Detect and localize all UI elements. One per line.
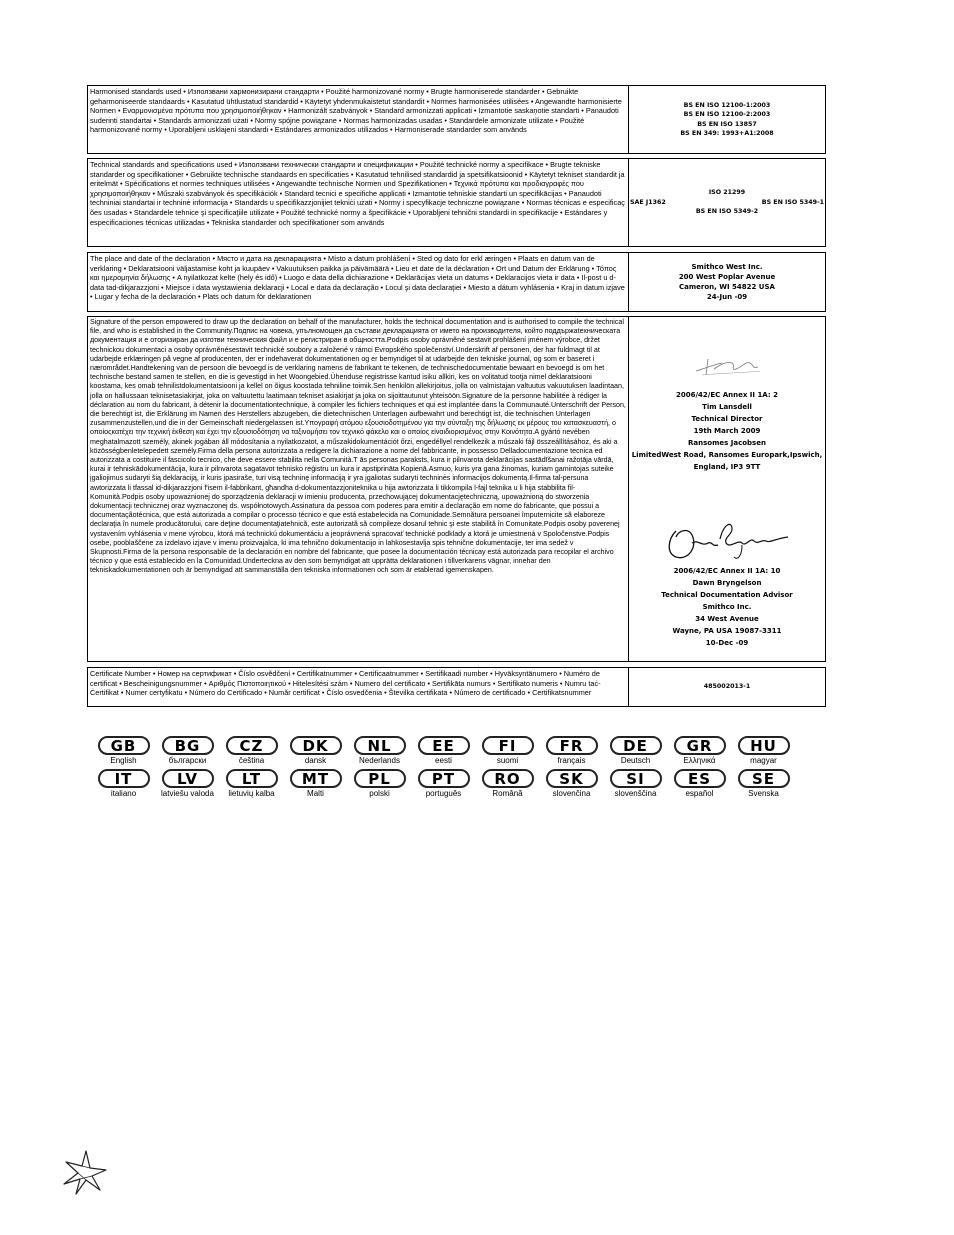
language-item-nl <box>351 736 408 765</box>
signatory-address: Wayne, PA USA 19087-3311 <box>672 627 782 635</box>
signatory-title: Technical Documentation Advisor <box>661 591 793 599</box>
signature-values <box>629 317 825 661</box>
signatory-name: Tim Lansdell <box>702 403 752 411</box>
language-name: italiano <box>110 789 137 798</box>
signatory-1 <box>632 351 823 473</box>
language-code-badge: ES <box>674 769 726 788</box>
language-code-badge: SI <box>610 769 662 788</box>
language-code-badge: DK <box>290 736 342 755</box>
language-name: Română <box>492 789 523 798</box>
technical-standards-values <box>629 159 825 246</box>
signature-2-image <box>662 513 792 563</box>
language-code-badge: IT <box>98 769 150 788</box>
language-item-gr <box>671 736 728 765</box>
language-code-badge: NL <box>354 736 406 755</box>
place-date-values <box>629 253 825 311</box>
language-row <box>95 769 815 798</box>
language-item-es <box>671 769 728 798</box>
certificate-table <box>87 667 826 707</box>
signatory-title: Technical Director <box>691 415 763 423</box>
language-item-fr <box>543 736 600 765</box>
language-code-badge: GB <box>98 736 150 755</box>
language-item-hu <box>735 736 792 765</box>
language-name: slovenščina <box>614 789 657 798</box>
language-item-mt <box>287 769 344 798</box>
language-code-badge: HU <box>738 736 790 755</box>
language-name: български <box>168 756 207 765</box>
standard-value: BS EN ISO 12100-2:2003 <box>683 111 771 118</box>
signatory-2 <box>661 473 792 649</box>
language-item-ee <box>415 736 472 765</box>
language-name: português <box>425 789 462 798</box>
standard-value: BS EN ISO 5349-2 <box>695 208 759 216</box>
language-code-badge: GR <box>674 736 726 755</box>
language-name: Deutsch <box>620 756 651 765</box>
language-name: magyar <box>750 756 777 765</box>
language-item-lt <box>223 769 280 798</box>
language-code-badge: EE <box>418 736 470 755</box>
language-name: Malti <box>307 789 324 798</box>
standard-value: BS EN ISO 12100-1:2003 <box>683 101 771 109</box>
signature-1-image <box>692 351 762 381</box>
language-name: čeština <box>238 756 265 765</box>
language-item-gb <box>95 736 152 765</box>
language-code-badge: FI <box>482 736 534 755</box>
technical-standards-label: Technical standards and specifications used • Използвани технически стандарти и спецификации • Použité technické normy a specifikace • Brugte tekniske standarder og specifikationer • Gebruikte technische standaards en specificaties • Kasutatud tehnilised standardid ja spetsifikatsioonid • Käytetyt tekniset standardit ja eritelmät • Spécifications et normes techniques utilisées • Angewandte technische Normen und Spezifikationen • Τεχνικά πρότυπα και προδιαγραφές που χρησιμοποιήθηκαν • Műszaki szabványok és specifikációk • Standard tecnici e specifiche applicati • Izmantotie tehniskie standarti un specifikācijas • Panaudoti techniniai standartai ir techninė informacija • Standards u speċifikazzjonijiet tekniċi użati • Normy i specyfikacje techniczne powiązane • Normas técnicas e especificaç ões usadas • Standardele tehnice şi specificaţiile utilizate • Použité technické normy a špecifikácie • Uporabljeni tehnični standardi in specifikacije • Estándares y especificaciones técnicas utilizadas • Tekniska standarder och specifikationer som används <box>88 159 629 246</box>
harmonised-standards-table <box>87 85 826 154</box>
signatory-address: England, IP3 9TT <box>693 463 761 471</box>
standard-value: BS EN ISO 5349-1 <box>761 198 824 206</box>
signatory-address: 34 West Avenue <box>695 615 759 623</box>
language-code-badge: MT <box>290 769 342 788</box>
standard-value: BS EN 349: 1993+A1:2008 <box>680 130 774 137</box>
harmonised-standards-label: Harmonised standards used • Използвани хармонизирани стандарти • Použité harmonizované normy • Brugte harmoniserede standarder • Gebruikte geharmoniseerde standaards • Kasutatud ühtlustatud standardid • Käytetyt yhdenmukaistetut standardit • Normes harmonisées utilisées • Angewandte harmonisierte Normen • Εναρμονισμένα πρότυπα που χρησιμοποιήθηκαν • Harmonizált szabványok • Standard armonizzati applicati • Izmantotie saskaņotie standarti • Panaudoti suderinti standartai • Standards armonizzati użati • Normy spójne powiązane • Normas harmonizadas usadas • Standardele armonizate utilizate • Použité harmonizované normy • Uporabljeni usklajeni standardi • Estándares armonizados utilizados • Harmoniserade standarder som används <box>88 86 629 153</box>
language-item-pt <box>415 769 472 798</box>
language-name: español <box>685 789 714 798</box>
technical-standards-table <box>87 158 826 247</box>
harmonised-standards-values <box>629 86 825 153</box>
language-code-badge: BG <box>162 736 214 755</box>
language-item-lv <box>159 769 216 798</box>
certificate-value: 485002013-1 <box>703 683 751 691</box>
language-name: latviešu valoda <box>161 789 214 798</box>
signatory-annex: 2006/42/EC Annex II 1A: 10 <box>673 567 781 575</box>
language-code-badge: LV <box>162 769 214 788</box>
signature-table <box>87 316 826 662</box>
language-name: lietuvių kalba <box>228 789 275 798</box>
certificate-label: Certificate Number • Номер на сертификат • Číslo osvědčení • Certifikatnummer • Certificaatnummer • Sertifikaadi number • Hyväksyntänumero • Numéro de certificat • Bescheinigungsnummer • Αριθμός Πιστοποιητικού • Hitelesítési szám • Numero del certificato • Sertifikāta numurs • Sertifikato numeris • Numru taċ-Ċertifikat • Numer certyfikatu • Número do Certificado • Număr certificat • Číslo osvedčenia • Številka certifikata • Número de certificado • Certifikatsnummer <box>88 668 629 706</box>
language-name: Nederlands <box>359 756 400 765</box>
language-code-badge: SE <box>738 769 790 788</box>
language-code-badge: LT <box>226 769 278 788</box>
language-name: eesti <box>435 756 452 765</box>
language-item-ro <box>479 769 536 798</box>
company-name: Smithco West Inc. <box>691 263 763 271</box>
signatory-date: 19th March 2009 <box>693 427 761 435</box>
language-code-badge: CZ <box>226 736 278 755</box>
declaration-date: 24-Jun -09 <box>706 293 748 301</box>
signatory-name: Dawn Bryngelson <box>692 579 762 587</box>
place-date-label: The place and date of the declaration • Място и дата на декларацията • Místo a datum prohlášení • Sted og dato for erkl æringen • Plaats en datum van de verklaring • Deklaratsiooni väljastamise koht ja kuupäev • Vakuutuksen paikka ja päivämäärä • Lieu et date de la déclaration • Ort und Datum der Erklärung • Τόπος και ημερομηνία δήλωσης • A nyilatkozat kelte (hely és idő) • Luogo e data della dichiarazione • Deklarācijas vieta un datums • Deklaracijos vieta ir data • Il-post u d-data tad-dikjarazzjoni • Miejsce i data wystawienia deklaracji • Local e data da declaração • Locul şi data declaraţiei • Miesto a dátum vyhlásenia • Kraj in datum izjave • Lugar y fecha de la declaración • Plats och datum för deklarationen <box>88 253 629 311</box>
language-item-se <box>735 769 792 798</box>
language-name: Ελληνικά <box>683 756 716 765</box>
language-code-badge: PT <box>418 769 470 788</box>
language-item-cz <box>223 736 280 765</box>
language-name: dansk <box>304 756 327 765</box>
star-person-logo-icon <box>60 1148 108 1196</box>
language-code-badge: DE <box>610 736 662 755</box>
language-name: polski <box>369 789 390 798</box>
standard-value: BS EN ISO 13857 <box>697 120 757 128</box>
place-date-table <box>87 252 826 312</box>
language-code-badge: PL <box>354 769 406 788</box>
language-name: slovenčina <box>552 789 591 798</box>
language-item-de <box>607 736 664 765</box>
signatory-company: Smithco Inc. <box>702 603 752 611</box>
language-item-bg <box>159 736 216 765</box>
signatory-address: LimitedWest Road, Ransomes Europark,Ipswich, <box>631 451 823 459</box>
language-grid <box>95 736 815 802</box>
language-name: English <box>110 756 137 765</box>
language-name: français <box>557 756 586 765</box>
language-code-badge: FR <box>546 736 598 755</box>
language-item-si <box>607 769 664 798</box>
language-item-pl <box>351 769 408 798</box>
language-name: Svenska <box>748 789 779 798</box>
language-item-fi <box>479 736 536 765</box>
address-line: Cameron, WI 54822 USA <box>679 283 775 291</box>
address-line: 200 West Poplar Avenue <box>678 273 776 281</box>
language-code-badge: RO <box>482 769 534 788</box>
language-row <box>95 736 815 765</box>
language-name: suomi <box>496 756 519 765</box>
language-item-sk <box>543 769 600 798</box>
signature-label: Signature of the person empowered to draw up the declaration on behalf of the manufacturer, holds the technical documentation and is authorised to compile the technical file, and who is established in the Community.Подпис на човека, упълномощен да състави декларацията от името на производителя, който поддържаtехническата документация и е оторизиран да изготви техническия файл и е регистриран в общността.Podpis osoby oprávněné sestavit prohlášení jménem výrobce, držet technickou dokumentaci a osoby oprávněnésestavit technické soubory a založené v rámci Evropského společenství.Underskrift af personen, der har fuldmagt til at udarbejde erklæringen på vegne af producenten, der er indehaverat dokumentationen og er bemyndiget til at udarbejde den tekniske journal, og som er baseret i nærområdet.Handtekening van de persoon die bevoegd is de verklaring namens de fabrikant te tekenen, de technischedocumentatie bewaart en bevoegd is om het technische bestand samen te stellen, en die is gevestigd in het Woongebied.Ühenduse registrisse kantud isiku allkiri, kes on volitatud tootja nimel deklaratsiooni koostama, kes omab tehnilistdokumentatsiooni ja kellel on õigus koostada tehniline toimik.Sen henkilön allekirjoitus, jolla on valmistajan valtuutus vakuutuksen laadintaan, jolla on hallussaan teknisetasiakirjat, joka on valtuutettu laatimaan tekniset asiakirjat ja joka on sijoittautunut yhteisöön.Signature de la personne habilitée à rédiger la déclaration au nom du fabricant, à détenir la documentationtechnique, à compiler les fichiers techniques et qui est implantée dans la Communauté.Unterschrift der Person, die berechtigt ist, die Erklärung im Namen des Herstellers abzugeben, die dietechnischen Unterlagen aufbewahrt und berechtigt ist, die technischen Unterlagen zusammenzustellen,und die in der Gemeinschaft niedergelassen ist.Υπογραφή ατόμου εξουσιοδοτημένου για την σύνταξη της δήλωσης εκ μέρους του κατασκευαστή, ο οποίοςκατέχει την τεχνική έκθεση και έχει την εξουσιοδότηση να ταξινομήσει τον τεχνικό φάκελο και ο οποίος είναιδιορισμένος στην Κοινότητα.A gyártó nevében meghatalmazott személy, akinek jogában áll módosítania a nyilatkozatot, a műszakidokumentációt őrzi, engedéllyel rendelkezik a műszaki fájl összeállításához, és aki a közösségbenletelepedett személy.Firma della persona autorizzata a redigere la dichiarazione a nome del fabbricante, in possesso Delladocumentazione tecnica ed autorizzata a costituire il fascicolo tecnico, che deve essere stabilita nella Comunità.T ās personas paraksts, kura ir pilnvarota deklarācijas sastādīšanai ražotāja vārdā, kurai ir tehniskādokumentācija, kura ir pilnvarota sagatavot tehnisko reģistru un kura ir apstiprināta Kopienā.Asmuo, kuris yra gana žinomas, kuriam gamintojas suteikė įgaliojimus sudaryti šią deklaraciją, ir kuris įpasiraše, turi visą techninę informaciją ir yra įgaliotas sudaryti techninės informacijos dokumentą.Il-firma tal-persuna awtorizzata li tfassal id-dikjarazzjoni f'isem il-fabbrikant, għandha d-dokumentazzjoniteknika u hija awtorizzata li tikkompila l-fajl teknika u li hija stabbilita fil-Komunità.Podpis osoby upoważnionej do sporządzenia deklaracji w imieniu producenta, przechowującej dokumentacjętechniczną, upoważnioną do stworzenia dokumentacji technicznej oraz wyznaczonej ds. współnotowych.Assinatura da pessoa com poderes para emitir a declaração em nome do fabricante, que possui a documentaçãotécnica, que está autorizada a compilar o processo técnico e que está estabelecida na Comunidade.Semnătura persoanei împuternicite să elaboreze declaraţia în numele producătorului, care deţine documentaţiatehnică, este autorizată să compileze dosarul tehnic şi este stabilită în Comunitate.Podpis osoby poverenej vystavením vyhlásenia v mene výrobcu, ktorá má technickú dokumentáciu a jeoprávnená spracovať technické podklady a ktorá je umiestnená v Spoločenstve.Podpis osebe, pooblaščene za izdelavo izjave v imenu proizvajalca, ki ima tehnično dokumentacijo in lahkosestavlja spis tehnične dokumentacije, ter ima sedež v Skupnosti.Firma de la persona responsable de la declaración en nombre del fabricante, que posee la documentación técnicay está autorizada para recopilar el archivo técnico y que está establecido en la Comunidad.Underteckna av den som bemyndigat att upprätta deklarationen i tillverkarens vägnar, innehar den tekniskadokumentationen och är bemyndigad att sammanställa den tekniska informationen och som är etablerad igemenskapen. <box>88 317 629 661</box>
language-item-dk <box>287 736 344 765</box>
signatory-date: 10-Dec -09 <box>705 639 749 647</box>
language-code-badge: SK <box>546 769 598 788</box>
signatory-company: Ransomes Jacobsen <box>688 439 766 447</box>
standard-value: SAE J1362 <box>630 198 666 206</box>
signatory-annex: 2006/42/EC Annex II 1A: 2 <box>676 391 778 399</box>
language-item-it <box>95 769 152 798</box>
standard-value: ISO 21299 <box>708 189 746 197</box>
